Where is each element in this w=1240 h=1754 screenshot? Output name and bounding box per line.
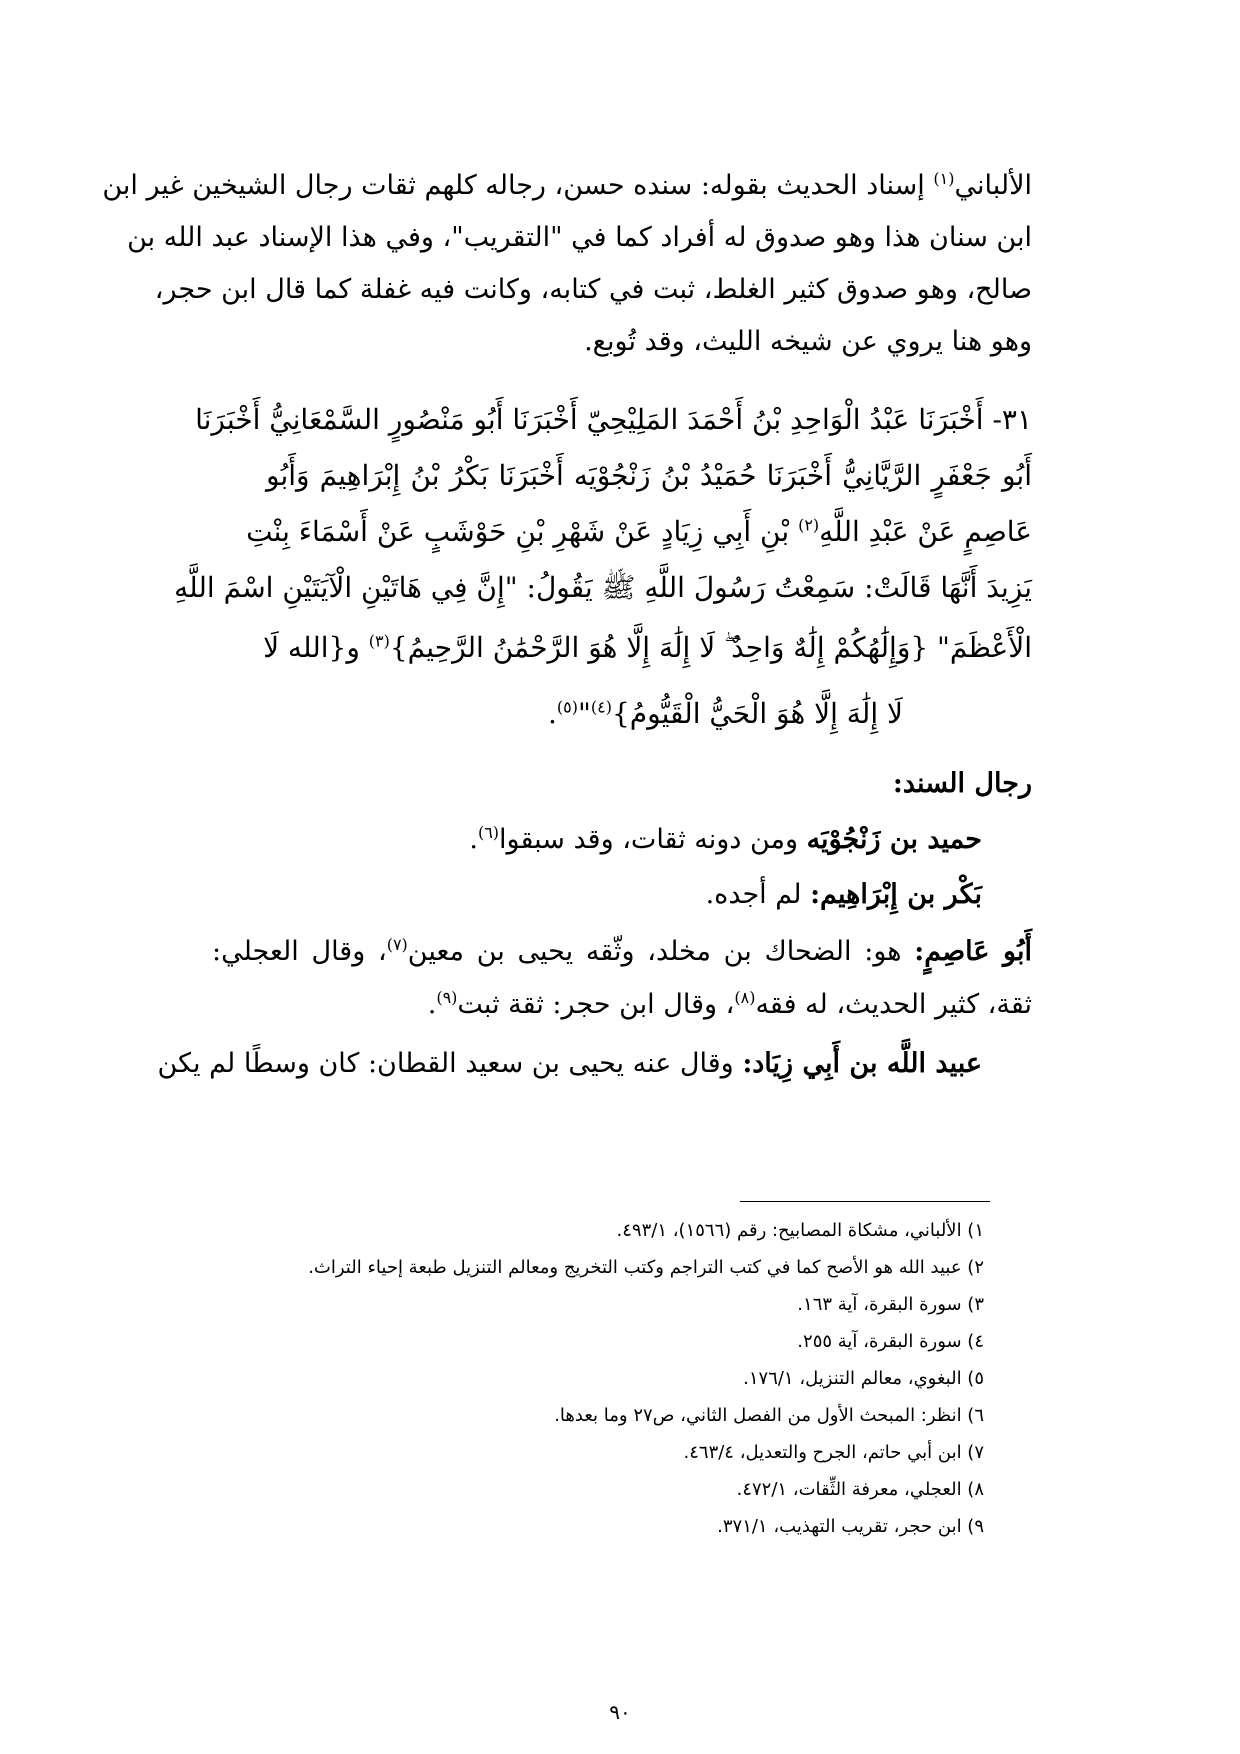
footnote-ref[interactable]: (٨) bbox=[734, 988, 756, 1007]
hadith-line-5 bbox=[263, 628, 1032, 668]
footnote-1 bbox=[84, 1218, 984, 1244]
footnote-ref[interactable]: (٩) bbox=[436, 988, 458, 1007]
narrator-name: أَبُو عَاصِمٍ: bbox=[914, 936, 1032, 967]
hadith-line-6 bbox=[266, 694, 903, 734]
footnote-text: ٩) ابن حجر، تقريب التهذيب، ٣٧١/١. bbox=[717, 1516, 984, 1537]
text-span: ، وقال العجلي: bbox=[212, 936, 387, 967]
text-span: ابن سنان هذا وهو صدوق له أفراد كما في "التقريب"، وفي هذا الإسناد عبد الله بن bbox=[127, 222, 1032, 253]
footnote-separator bbox=[740, 1201, 990, 1202]
text-span: ، وقال ابن حجر: ثقة ثبت bbox=[457, 989, 735, 1020]
text-span: عَاصِمٍ عَنْ عَبْدِ اللَّهِ bbox=[819, 515, 1032, 548]
narrator-entry-3-line-1 bbox=[212, 932, 1032, 972]
text-span: . bbox=[469, 824, 478, 855]
text-span: . bbox=[547, 697, 557, 730]
text-span: ثقة، كثير الحديث، له فقه bbox=[755, 989, 1032, 1020]
text-span: صالح، وهو صدوق كثير الغلط، ثبت في كتابه، وكانت فيه غفلة كما قال ابن حجر، bbox=[154, 274, 1032, 305]
text-span: " bbox=[577, 697, 591, 730]
footnote-ref[interactable]: (٦) bbox=[477, 823, 500, 842]
narrator-entry-4 bbox=[157, 1044, 982, 1084]
footnote-ref[interactable]: (١) bbox=[933, 169, 955, 188]
text-span: إسناد الحديث بقوله: سنده حسن، رجاله كلهم ثقات رجال الشيخين غير ابن bbox=[102, 170, 934, 201]
footnote-text: ٥) البغوي، معالم التنزيل، ١٧٦/١. bbox=[743, 1368, 984, 1389]
footnote-8 bbox=[84, 1477, 984, 1503]
footnote-ref[interactable]: (٧) bbox=[386, 935, 408, 954]
footnote-6 bbox=[84, 1403, 984, 1429]
text-span: لم أجده. bbox=[705, 879, 811, 910]
footnote-4 bbox=[84, 1329, 984, 1355]
footnote-3 bbox=[84, 1292, 984, 1318]
footnote-text: ٢) عبيد الله هو الأصح كما في كتب التراجم وكتب التخريج ومعالم التنزيل طبعة إحياء التراث. bbox=[308, 1257, 984, 1278]
footnote-2 bbox=[84, 1255, 984, 1281]
body-line-1 bbox=[102, 166, 1032, 206]
text-span: هو: الضحاك بن مخلد، وثّقه يحيى بن معين bbox=[407, 936, 915, 967]
footnote-7 bbox=[84, 1440, 984, 1466]
footnote-5 bbox=[84, 1366, 984, 1392]
footnote-text: ٣) سورة البقرة، آية ١٦٣. bbox=[797, 1294, 984, 1315]
narrator-name: بَكْر بن إِبْرَاهِيم: bbox=[810, 879, 982, 910]
footnote-text: ٨) العجلي، معرفة الثِّقات، ٤٧٢/١. bbox=[736, 1479, 984, 1500]
footnote-ref[interactable]: (٥) bbox=[556, 697, 578, 717]
footnote-ref[interactable]: (٢) bbox=[798, 515, 820, 535]
narrator-entry-2 bbox=[212, 875, 982, 915]
text-span: أَبُو جَعْفَرٍ الرَّيَّانِيُّ أَخْبَرَنَا حُمَيْدُ بْنُ زَنْجُوْيَه أَخْبَرَنَا بَكْرُ بْنُ إِبْرَاهِيمَ وَأَبُو bbox=[266, 459, 1032, 492]
quran-verse: الْأَعْظَمَ" {وَإِلَٰهُكُمْ إِلَٰهٌ وَاحِدٌ ۖ لَا إِلَٰهَ إِلَّا هُوَ الرَّحْمَٰنُ الرَّحِيمُ} bbox=[389, 631, 1032, 664]
footnote-ref[interactable]: (٤) bbox=[590, 697, 612, 717]
text-span: ومن دونه ثقات، وقد سبقوا bbox=[499, 824, 807, 855]
text-span: وقال عنه يحيى بن سعيد القطان: كان وسطًا لم يكن bbox=[157, 1048, 743, 1079]
body-line-4 bbox=[212, 322, 1032, 362]
quran-verse: لَا إِلَٰهَ إِلَّا هُوَ الْحَيُّ الْقَيُّومُ} bbox=[611, 697, 903, 730]
text-span: . bbox=[427, 989, 437, 1020]
footnote-text: ٦) انظر: المبحث الأول من الفصل الثاني، ص٢٧ وما بعدها. bbox=[554, 1405, 984, 1426]
heading-text: رجال السند: bbox=[892, 768, 1032, 799]
narrator-entry-1 bbox=[212, 820, 982, 860]
narrator-entry-3-line-2 bbox=[212, 985, 1032, 1025]
text-span: بْنِ أَبِي زِيَادٍ عَنْ شَهْرِ بْنِ حَوْشَبٍ عَنْ أَسْمَاءَ بِنْتِ bbox=[246, 515, 799, 548]
text-span: يَزِيدَ أَنَّهَا قَالَتْ: سَمِعْتُ رَسُولَ اللَّهِ ﷺ يَقُولُ: "إِنَّ فِي هَاتَيْنِ الْآيَتَيْنِ اسْمَ اللَّهِ bbox=[174, 571, 1032, 604]
body-line-2 bbox=[127, 218, 1032, 258]
section-heading bbox=[212, 764, 1032, 804]
footnote-9 bbox=[84, 1514, 984, 1540]
narrator-name: حميد بن زَنْجُوْيَه bbox=[806, 824, 982, 855]
text-span: و{الله لَا bbox=[263, 631, 369, 664]
hadith-line-1 bbox=[195, 400, 1032, 440]
footnote-text: ٤) سورة البقرة، آية ٢٥٥. bbox=[797, 1331, 984, 1352]
body-line-3 bbox=[154, 270, 1032, 310]
hadith-line-4 bbox=[174, 568, 1032, 608]
hadith-line-3 bbox=[246, 512, 1032, 552]
text-span: وهو هنا يروي عن شيخه الليث، وقد تُوبع. bbox=[584, 326, 1032, 357]
footnote-ref[interactable]: (٣) bbox=[368, 631, 390, 651]
text-span: الألباني bbox=[954, 170, 1032, 201]
hadith-line-2 bbox=[266, 456, 1032, 496]
text-span: ٣١- أَخْبَرَنَا عَبْدُ الْوَاحِدِ بْنُ أَحْمَدَ المَلِيْحِيّ أَخْبَرَنَا أَبُو مَنْصُورٍ السَّمْعَانِيُّ أَخْبَرَنَا bbox=[195, 403, 1032, 436]
footnote-text: ٧) ابن أبي حاتم، الجرح والتعديل، ٤٦٣/٤. bbox=[683, 1442, 984, 1463]
footnote-text: ١) الألباني، مشكاة المصابيح: رقم (١٥٦٦)، ٤٩٣/١. bbox=[616, 1220, 984, 1241]
narrator-name: عبيد اللَّه بن أَبِي زِيَاد: bbox=[742, 1048, 982, 1079]
page-number: ٩٠ bbox=[609, 1700, 631, 1724]
